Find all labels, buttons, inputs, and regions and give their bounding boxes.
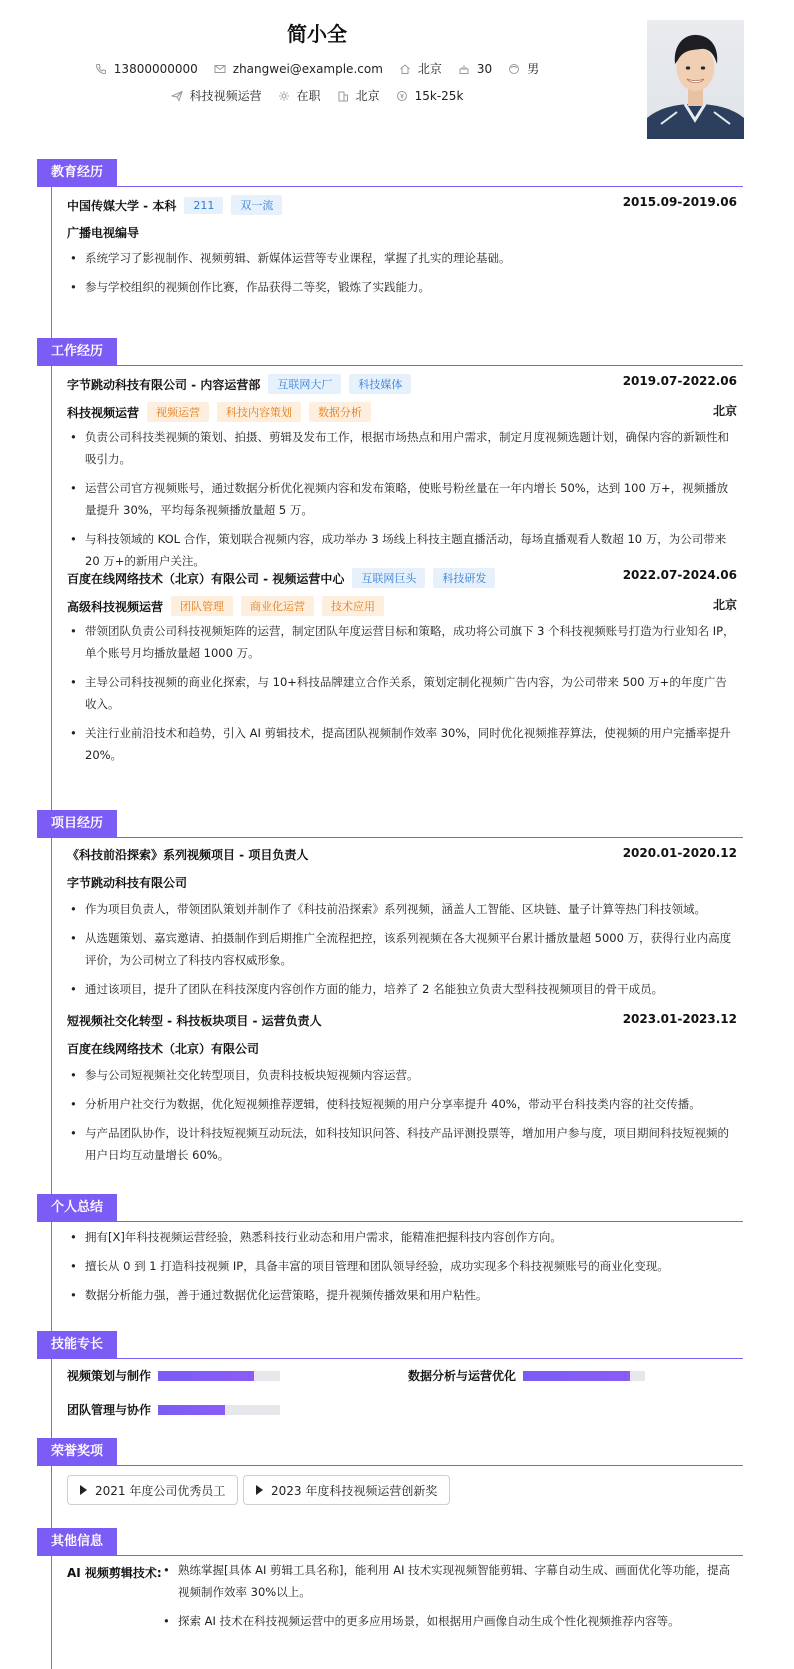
resume-header — [0, 0, 794, 150]
candidate-name: 简小全 — [287, 22, 347, 46]
honor-badge — [67, 1475, 238, 1505]
other-bullets — [160, 1559, 737, 1639]
section-divider — [37, 365, 743, 366]
status-text: 在职 — [296, 89, 321, 103]
list-item: • 参与公司短视频社交化转型项目，负责科技板块短视频内容运营。 — [67, 1064, 737, 1086]
company-tag: 互联网巨头 — [352, 568, 425, 588]
skill-level-fill — [523, 1371, 630, 1381]
role-tag: 商业化运营 — [241, 596, 314, 616]
honors-section — [0, 1438, 794, 1518]
list-item: • 分析用户社交行为数据，优化短视频推荐逻辑，使科技短视频的用户分享率提升 40%，带动平台科技类内容的社交传播。 — [67, 1093, 737, 1115]
list-item: • 系统学习了影视制作、视频剪辑、新媒体运营等专业课程，掌握了扎实的理论基础。 — [67, 247, 737, 269]
section-title: 工作经历 — [37, 338, 117, 366]
section-header — [0, 1438, 794, 1466]
list-item: • 从选题策划、嘉宾邀请、拍摄制作到后期推广全流程把控，该系列视频在各大视频平台累计播放量超 5000 万，获得行业内高度评价，为公司树立了科技内容权威形象。 — [67, 927, 737, 971]
company-name — [67, 568, 495, 588]
company-text: 字节跳动科技有限公司 - 内容运营部 — [67, 377, 261, 392]
cake-icon — [458, 63, 470, 75]
section-divider — [37, 1555, 743, 1556]
city-text: 北京 — [417, 62, 442, 76]
job-role — [67, 596, 384, 616]
gender-text: 男 — [527, 62, 540, 76]
list-item: • 负责公司科技类视频的策划、拍摄、剪辑及发布工作，根据市场热点和用户需求，制定月度视频选题计划，确保内容的新颖性和吸引力。 — [67, 426, 737, 470]
building-icon — [337, 90, 349, 102]
work-bullets — [67, 426, 737, 579]
contact-row — [0, 60, 634, 77]
role-text: 高级科技视频运营 — [67, 599, 164, 614]
section-title: 教育经历 — [37, 159, 117, 187]
section-divider — [37, 1465, 743, 1466]
school-text: 中国传媒大学 - 本科 — [67, 198, 177, 213]
section-title: 技能专长 — [37, 1331, 117, 1359]
phone-icon — [95, 63, 107, 75]
project-org: 百度在线网络技术（北京）有限公司 — [67, 1042, 260, 1056]
honor-text: 2023 年度科技视频运营创新奖 — [271, 1483, 438, 1498]
skill-bar — [523, 1371, 645, 1381]
list-item: • 通过该项目，提升了团队在科技深度内容创作方面的能力，培养了 2 名能独立负责大型科技视频项目的骨干成员。 — [67, 978, 737, 1000]
project-date: 2023.01-2023.12 — [622, 1012, 737, 1026]
summary-bullets — [67, 1226, 737, 1313]
project-bullets — [67, 1064, 737, 1173]
project-title: 《科技前沿探索》系列视频项目 - 项目负责人 — [67, 848, 309, 862]
section-title: 其他信息 — [37, 1528, 117, 1556]
section-title: 项目经历 — [37, 810, 117, 838]
company-tag: 科技研发 — [433, 568, 495, 588]
avatar-portrait — [647, 20, 744, 139]
skill-label: 视频策划与制作 — [67, 1369, 152, 1383]
list-item: • 运营公司官方视频账号，通过数据分析优化视频内容和发布策略，使账号粉丝量在一年内增长 50%，达到 100 万+，视频播放量提升 30%，平均每条视频播放量超 5 万。 — [67, 477, 737, 521]
work-date: 2022.07-2024.06 — [622, 568, 737, 582]
work-date: 2019.07-2022.06 — [622, 374, 737, 388]
school-name — [67, 195, 282, 215]
skill-label: 数据分析与运营优化 — [408, 1369, 517, 1383]
section-divider — [37, 1221, 743, 1222]
list-item: • 拥有[X]年科技视频运营经验，熟悉科技行业动态和用户需求，能精准把握科技内容创作方向。 — [67, 1226, 737, 1248]
section-header — [0, 1194, 794, 1222]
salary-text: 15k-25k — [414, 88, 464, 103]
phone-text: 13800000000 — [113, 61, 198, 76]
honor-badge — [243, 1475, 450, 1505]
gender-item — [508, 60, 539, 77]
list-item: • 熟练掌握[具体 AI 剪辑工具名称]，能利用 AI 技术实现视频智能剪辑、字幕自动生成、画面优化等功能，提高视频制作效率 30%以上。 — [160, 1559, 737, 1603]
skill-level-fill — [158, 1405, 225, 1415]
job-location: 北京 — [712, 404, 737, 418]
play-icon — [80, 1485, 87, 1495]
work-section — [0, 338, 794, 778]
section-title: 个人总结 — [37, 1194, 117, 1222]
major: 广播电视编导 — [67, 226, 140, 240]
list-item: • 关注行业前沿技术和趋势，引入 AI 剪辑技术，提高团队视频制作效率 30%，同时优化视频推荐算法，使视频的用户完播率提升 20%。 — [67, 722, 737, 766]
list-item: • 与科技领域的 KOL 合作，策划联合视频内容，成功举办 3 场线上科技主题直播活动，每场直播观看人数超 10 万，为公司带来 20 万+的新用户关注。 — [67, 528, 737, 572]
education-bullets — [67, 247, 737, 305]
role-tag: 视频运营 — [147, 402, 209, 422]
list-item: • 擅长从 0 到 1 打造科技视频 IP，具备丰富的项目管理和团队领导经验，成功实现多个科技视频账号的商业化变现。 — [67, 1255, 737, 1277]
role-tag: 科技内容策划 — [217, 402, 301, 422]
role-tag: 技术应用 — [322, 596, 384, 616]
summary-section — [0, 1194, 794, 1314]
section-header — [0, 1331, 794, 1359]
status-item — [278, 87, 321, 104]
role-tag: 数据分析 — [309, 402, 371, 422]
person-icon — [508, 63, 520, 75]
company-text: 百度在线网络技术（北京）有限公司 - 视频运营中心 — [67, 571, 345, 586]
section-title: 荣誉奖项 — [37, 1438, 117, 1466]
projects-section — [0, 810, 794, 1170]
mail-icon — [214, 63, 226, 75]
age-text: 30 — [476, 61, 493, 76]
project-date: 2020.01-2020.12 — [622, 846, 737, 860]
email-text: zhangwei@example.com — [232, 61, 383, 76]
list-item: • 作为项目负责人，带领团队策划并制作了《科技前沿探索》系列视频，涵盖人工智能、区块链、量子计算等热门科技领域。 — [67, 898, 737, 920]
job-location: 北京 — [712, 598, 737, 612]
honor-text: 2021 年度公司优秀员工 — [95, 1483, 226, 1498]
job-intent-row — [0, 87, 634, 104]
phone-item — [95, 60, 198, 77]
company-tag: 互联网大厂 — [268, 374, 341, 394]
salary-item — [396, 87, 464, 104]
project-title: 短视频社交化转型 - 科技板块项目 - 运营负责人 — [67, 1014, 322, 1028]
school-tag: 双一流 — [231, 195, 282, 215]
other-section — [0, 1528, 794, 1668]
position-text: 科技视频运营 — [189, 89, 262, 103]
section-header — [0, 159, 794, 187]
city-item — [399, 60, 442, 77]
list-item: • 带领团队负责公司科技视频矩阵的运营，制定团队年度运营目标和策略，成功将公司旗下 3 个科技视频账号打造为行业知名 IP，单个账号月均播放量超 1000 万。 — [67, 620, 737, 664]
list-item: • 数据分析能力强，善于通过数据优化运营策略，提升视频传播效果和用户粘性。 — [67, 1284, 737, 1306]
section-divider — [37, 837, 743, 838]
profile-photo — [647, 20, 744, 139]
role-tag: 团队管理 — [171, 596, 233, 616]
skill-bar — [158, 1405, 280, 1415]
section-header — [0, 810, 794, 838]
section-divider — [37, 186, 743, 187]
age-item — [458, 60, 492, 77]
send-icon — [171, 90, 183, 102]
company-name — [67, 374, 411, 394]
position-item — [171, 87, 262, 104]
email-item — [214, 60, 383, 77]
play-icon — [256, 1485, 263, 1495]
list-item: • 主导公司科技视频的商业化探索，与 10+科技品牌建立合作关系，策划定制化视频广告内容，为公司带来 500 万+的年度广告收入。 — [67, 671, 737, 715]
work-bullets — [67, 620, 737, 773]
gear-icon — [278, 90, 290, 102]
skill-label: 团队管理与协作 — [67, 1403, 152, 1417]
other-label: AI 视频剪辑技术: — [67, 1566, 162, 1580]
section-divider — [37, 1358, 743, 1359]
target-city-text: 北京 — [355, 89, 380, 103]
school-tag: 211 — [184, 197, 223, 214]
project-org: 字节跳动科技有限公司 — [67, 876, 188, 890]
list-item: • 探索 AI 技术在科技视频运营中的更多应用场景，如根据用户画像自动生成个性化视频推荐内容等。 — [160, 1610, 737, 1632]
skill-level-fill — [158, 1371, 254, 1381]
skills-section — [0, 1331, 794, 1431]
company-tag: 科技媒体 — [349, 374, 411, 394]
money-icon — [396, 90, 408, 102]
education-date: 2015.09-2019.06 — [622, 195, 737, 209]
section-header — [0, 338, 794, 366]
list-item: • 参与学校组织的视频创作比赛，作品获得二等奖，锻炼了实践能力。 — [67, 276, 737, 298]
home-icon — [399, 63, 411, 75]
role-text: 科技视频运营 — [67, 405, 140, 420]
section-header — [0, 1528, 794, 1556]
skill-bar — [158, 1371, 280, 1381]
list-item: • 与产品团队协作，设计科技短视频互动玩法，如科技知识问答、科技产品评测投票等，增加用户参与度，项目期间科技短视频的用户日均互动量增长 60%。 — [67, 1122, 737, 1166]
project-bullets — [67, 898, 737, 1007]
target-city-item — [337, 87, 380, 104]
job-role — [67, 402, 371, 422]
education-section — [0, 159, 794, 309]
